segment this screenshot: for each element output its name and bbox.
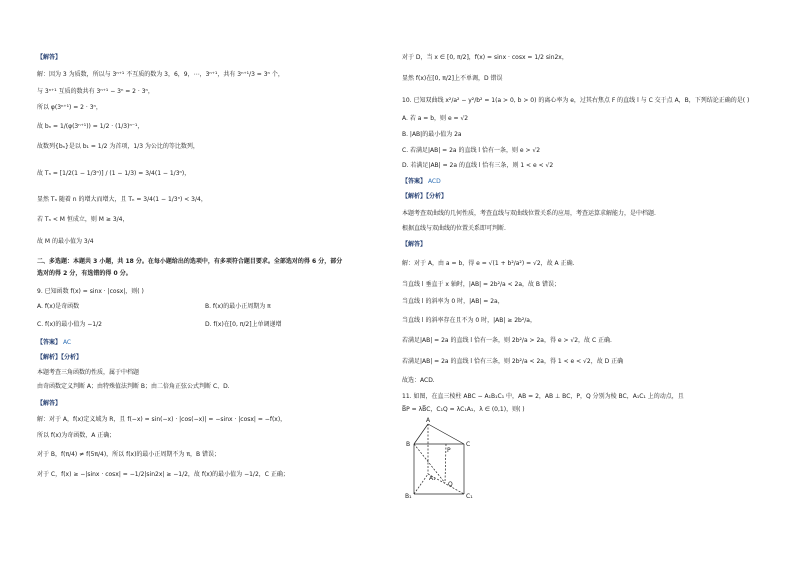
option-a: A. 若 a = b，则 e = √2 bbox=[402, 115, 469, 122]
label-a: A bbox=[426, 417, 431, 424]
analysis-tag: 【解析】【分析】 bbox=[37, 354, 83, 361]
text-line: 若满足|AB| = 2a 的直线 l 恰有一条，则 2b²/a > 2a，得 e > √2，故 C 正确. bbox=[402, 337, 612, 344]
text-line: 故 Tₙ = [1/2(1 − 1/3ⁿ)] / (1 − 1/3) = 3/4(1 − 1/3ⁿ)， bbox=[37, 170, 191, 177]
edge-ba bbox=[414, 424, 428, 444]
label-c: C bbox=[466, 441, 471, 448]
solution-tag: 【解答】 bbox=[37, 54, 62, 61]
edge-ac bbox=[428, 424, 464, 444]
text-line: 故选：ACD. bbox=[402, 377, 435, 384]
section-title-cont: 选对的得 2 分，有选错的得 0 分。 bbox=[37, 270, 132, 277]
question-10: 10. 已知双曲线 x²/a² − y²/b² = 1(a > 0, b > 0) 的离心率为 e，过其右焦点 F 的直线 l 与 C 交于点 A，B，下列结论正确的是( ) bbox=[402, 97, 750, 104]
text-line: 故 M 的最小值为 3/4 bbox=[37, 238, 94, 245]
text-line: 解：对于 A，f(x)定义域为 R，且 f(−x) = sin(−x) · |cos(−x)| = −sinx · |cosx| = −f(x)， bbox=[37, 416, 287, 423]
answer-tag: 【答案】 bbox=[402, 178, 427, 185]
text-line: 所以 φ(3ⁿ⁺¹) = 2 · 3ⁿ， bbox=[37, 104, 102, 111]
option-b: B. f(x)的最小正周期为 π bbox=[205, 303, 271, 310]
text-line: 若满足|AB| = 2a 的直线 l 恰有三条，则 2b²/a < 2a，得 1 < e < √2，故 D 正确 bbox=[402, 358, 624, 365]
text-line: 解：对于 A，由 a = b，得 e = √(1 + b²/a²) = √2，故 A 正确. bbox=[402, 260, 575, 267]
text-line: 故 bₙ = 1/(φ(3ⁿ⁺¹)) = 1/2 · (1/3)ⁿ⁻¹， bbox=[37, 123, 144, 130]
label-b: B bbox=[406, 441, 411, 448]
text-line: 对于 C，f(x) ≥ −|sinx · cosx| = −1/2|sin2x| ≥ −1/2，故 f(x)的最小值为 −1/2，C 正确； bbox=[37, 471, 289, 478]
text-line: 所以 f(x)为奇函数，A 正确； bbox=[37, 432, 116, 439]
label-b1: B₁ bbox=[405, 493, 412, 500]
option-b: B. |AB|的最小值为 2a bbox=[402, 131, 462, 138]
question-9: 9. 已知函数 f(x) = sinx · |cosx|，则( ) bbox=[37, 288, 144, 295]
text-line: 若 Tₙ < M 恒成立，则 M ≥ 3/4， bbox=[37, 216, 129, 223]
label-p: P bbox=[447, 447, 451, 454]
question-11: 11. 如图，在直三棱柱 ABC − A₁B₁C₁ 中，AB = 2，AB ⊥ BC，P，Q 分别为棱 BC，A₁C₁ 上的动点，且 bbox=[402, 393, 684, 400]
option-d: D. f(x)在[0, π/2]上单调递增 bbox=[205, 321, 282, 328]
section-title: 二、多选题：本题共 3 小题，共 18 分。在每小题给出的选项中，有多项符合题目要求。全部选对的得 6 分，部分 bbox=[37, 258, 343, 265]
edge-b1a1 bbox=[414, 474, 428, 494]
answer-value: AC bbox=[62, 339, 72, 346]
text-line: 本题考查三角函数的性质，属于中档题 bbox=[37, 369, 140, 376]
solution-tag: 【解答】 bbox=[37, 400, 62, 407]
text-line: 显然 f(x)在[0, π/2]上不单调，D 错误 bbox=[402, 75, 503, 82]
text-line: 当直线 l 的斜率为 0 时，|AB| = 2a， bbox=[402, 298, 504, 305]
text-line: 由奇函数定义判断 A；由特殊值法判断 B；由二倍角正弦公式判断 C、D. bbox=[37, 383, 230, 390]
text-line: 与 3ⁿ⁺¹ 互质的数共有 3ⁿ⁺¹ − 3ⁿ = 2 · 3ⁿ， bbox=[37, 88, 154, 95]
text-line: 解：因为 3 为质数，所以与 3ⁿ⁺¹ 不互质的数为 3，6，9，⋯，3ⁿ⁺¹，共有 3ⁿ⁺¹/3 = 3ⁿ 个， bbox=[37, 71, 284, 78]
answer-row bbox=[37, 339, 71, 347]
text-line: 当直线 l 垂直于 x 轴时，|AB| = 2b²/a < 2a，故 B 错误； bbox=[402, 281, 560, 288]
option-d: D. 若满足|AB| = 2a 的直线 l 恰有三条，则 1 < e < √2 bbox=[402, 162, 554, 169]
option-a: A. f(x)是奇函数 bbox=[37, 303, 80, 310]
solution-tag: 【解答】 bbox=[402, 241, 427, 248]
option-c: C. f(x)的最小值为 −1/2 bbox=[37, 321, 102, 328]
text-line: 当直线 l 的斜率存在且不为 0 时，|AB| ≥ 2b²/a， bbox=[402, 317, 536, 324]
answer-row bbox=[402, 178, 441, 186]
text-line: 故数列{bₙ}是以 b₁ = 1/2 为首项，1/3 为公比的等比数列， bbox=[37, 143, 199, 150]
text-line: 对于 D，当 x ∈ [0, π/2]，f(x) = sinx · cosx = 1/2 sin2x， bbox=[402, 54, 568, 61]
text-line: 对于 B，f(π/4) ≠ f(5π/4)，所以 f(x)的最小正周期不为 π，B 错误； bbox=[37, 451, 220, 458]
question-11-cont: B̅P = λB̅C，C₁Q = λC₁A₁，λ ∈ (0,1)，则( ) bbox=[402, 406, 525, 413]
answer-tag: 【答案】 bbox=[37, 339, 62, 346]
text-line: 显然 Tₙ 随着 n 的增大而增大，且 Tₙ = 3/4(1 − 1/3ⁿ) < 3/4， bbox=[37, 196, 207, 203]
text-line: 本题考查双曲线的几何性质，考查直线与双曲线位置关系的应用，考查运算求解能力，是中档题. bbox=[402, 210, 656, 217]
label-q: Q bbox=[448, 481, 453, 488]
text-line: 根据直线与双曲线的位置关系即可判断. bbox=[402, 225, 506, 232]
segment-pq bbox=[445, 444, 446, 483]
option-c: C. 若满足|AB| = 2a 的直线 l 恰有一条，则 e > √2 bbox=[402, 147, 541, 154]
prism-figure bbox=[402, 416, 482, 500]
label-c1: C₁ bbox=[466, 493, 473, 500]
label-a1: A₁ bbox=[429, 475, 436, 482]
answer-value: ACD bbox=[427, 178, 441, 185]
analysis-tag: 【解析】【分析】 bbox=[402, 193, 448, 200]
